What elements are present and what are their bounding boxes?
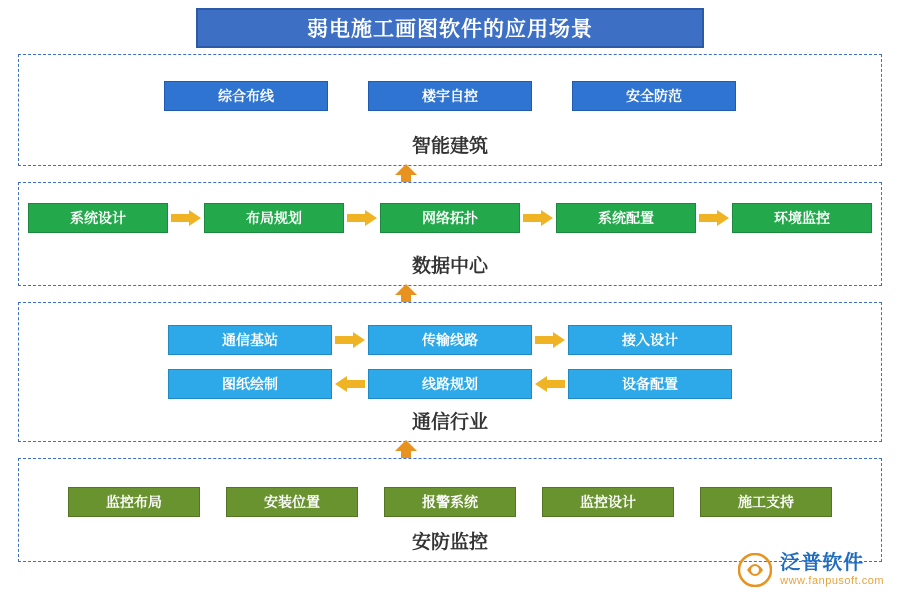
node-route-planning[interactable]: 线路规划 [368,369,532,399]
node-system-configuration[interactable]: 系统配置 [556,203,696,233]
connector-arrow-up-3 [392,440,420,458]
node-construction-support[interactable]: 施工支持 [700,487,832,517]
node-row-telecom-bottom [19,369,881,399]
connector-arrow-up-2 [392,284,420,302]
node-network-topology[interactable]: 网络拓扑 [380,203,520,233]
node-system-design[interactable]: 系统设计 [28,203,168,233]
node-row-telecom-top [19,325,881,355]
connector-arrow-up-1 [392,164,420,182]
node-row-security-surveillance [19,487,881,517]
company-logo [738,552,884,588]
flow-arrow-left-icon [532,369,568,399]
node-row-data-center [19,203,881,233]
page-title: 弱电施工画图软件的应用场景 [307,18,593,41]
flow-arrow-right-icon [344,203,380,233]
section-label-data-center: 数据中心 [411,256,488,277]
section-security-surveillance [18,458,882,562]
node-building-automation[interactable]: 楼宇自控 [368,81,532,111]
section-data-center [18,182,882,286]
flow-arrow-right-icon [696,203,732,233]
flow-arrow-left-icon [332,369,368,399]
node-layout-planning[interactable]: 布局规划 [204,203,344,233]
flow-arrow-right-icon [168,203,204,233]
node-row-smart-building [19,81,881,111]
node-access-design[interactable]: 接入设计 [568,325,732,355]
logo-text [780,552,884,588]
node-drawing-production[interactable]: 图纸绘制 [168,369,332,399]
section-telecom-industry [18,302,882,442]
node-security-protection[interactable]: 安全防范 [572,81,736,111]
logo-company-name: 泛普软件 [780,552,865,575]
flow-arrow-right-icon [532,325,568,355]
logo-mark-icon [738,553,772,587]
page-title-bar [196,8,704,48]
node-communication-base-station[interactable]: 通信基站 [168,325,332,355]
node-alarm-system[interactable]: 报警系统 [384,487,516,517]
flow-arrow-right-icon [332,325,368,355]
section-label-telecom-industry: 通信行业 [411,412,488,433]
node-comprehensive-wiring[interactable]: 综合布线 [164,81,328,111]
node-equipment-configuration[interactable]: 设备配置 [568,369,732,399]
section-smart-building [18,54,882,166]
logo-website-url: www.fanpusoft.com [780,575,884,588]
node-surveillance-layout[interactable]: 监控布局 [68,487,200,517]
flow-arrow-right-icon [520,203,556,233]
section-label-security-surveillance: 安防监控 [411,532,488,553]
node-surveillance-design[interactable]: 监控设计 [542,487,674,517]
node-installation-position[interactable]: 安装位置 [226,487,358,517]
node-transmission-line[interactable]: 传输线路 [368,325,532,355]
section-label-smart-building: 智能建筑 [411,136,488,157]
node-environment-monitoring[interactable]: 环境监控 [732,203,872,233]
